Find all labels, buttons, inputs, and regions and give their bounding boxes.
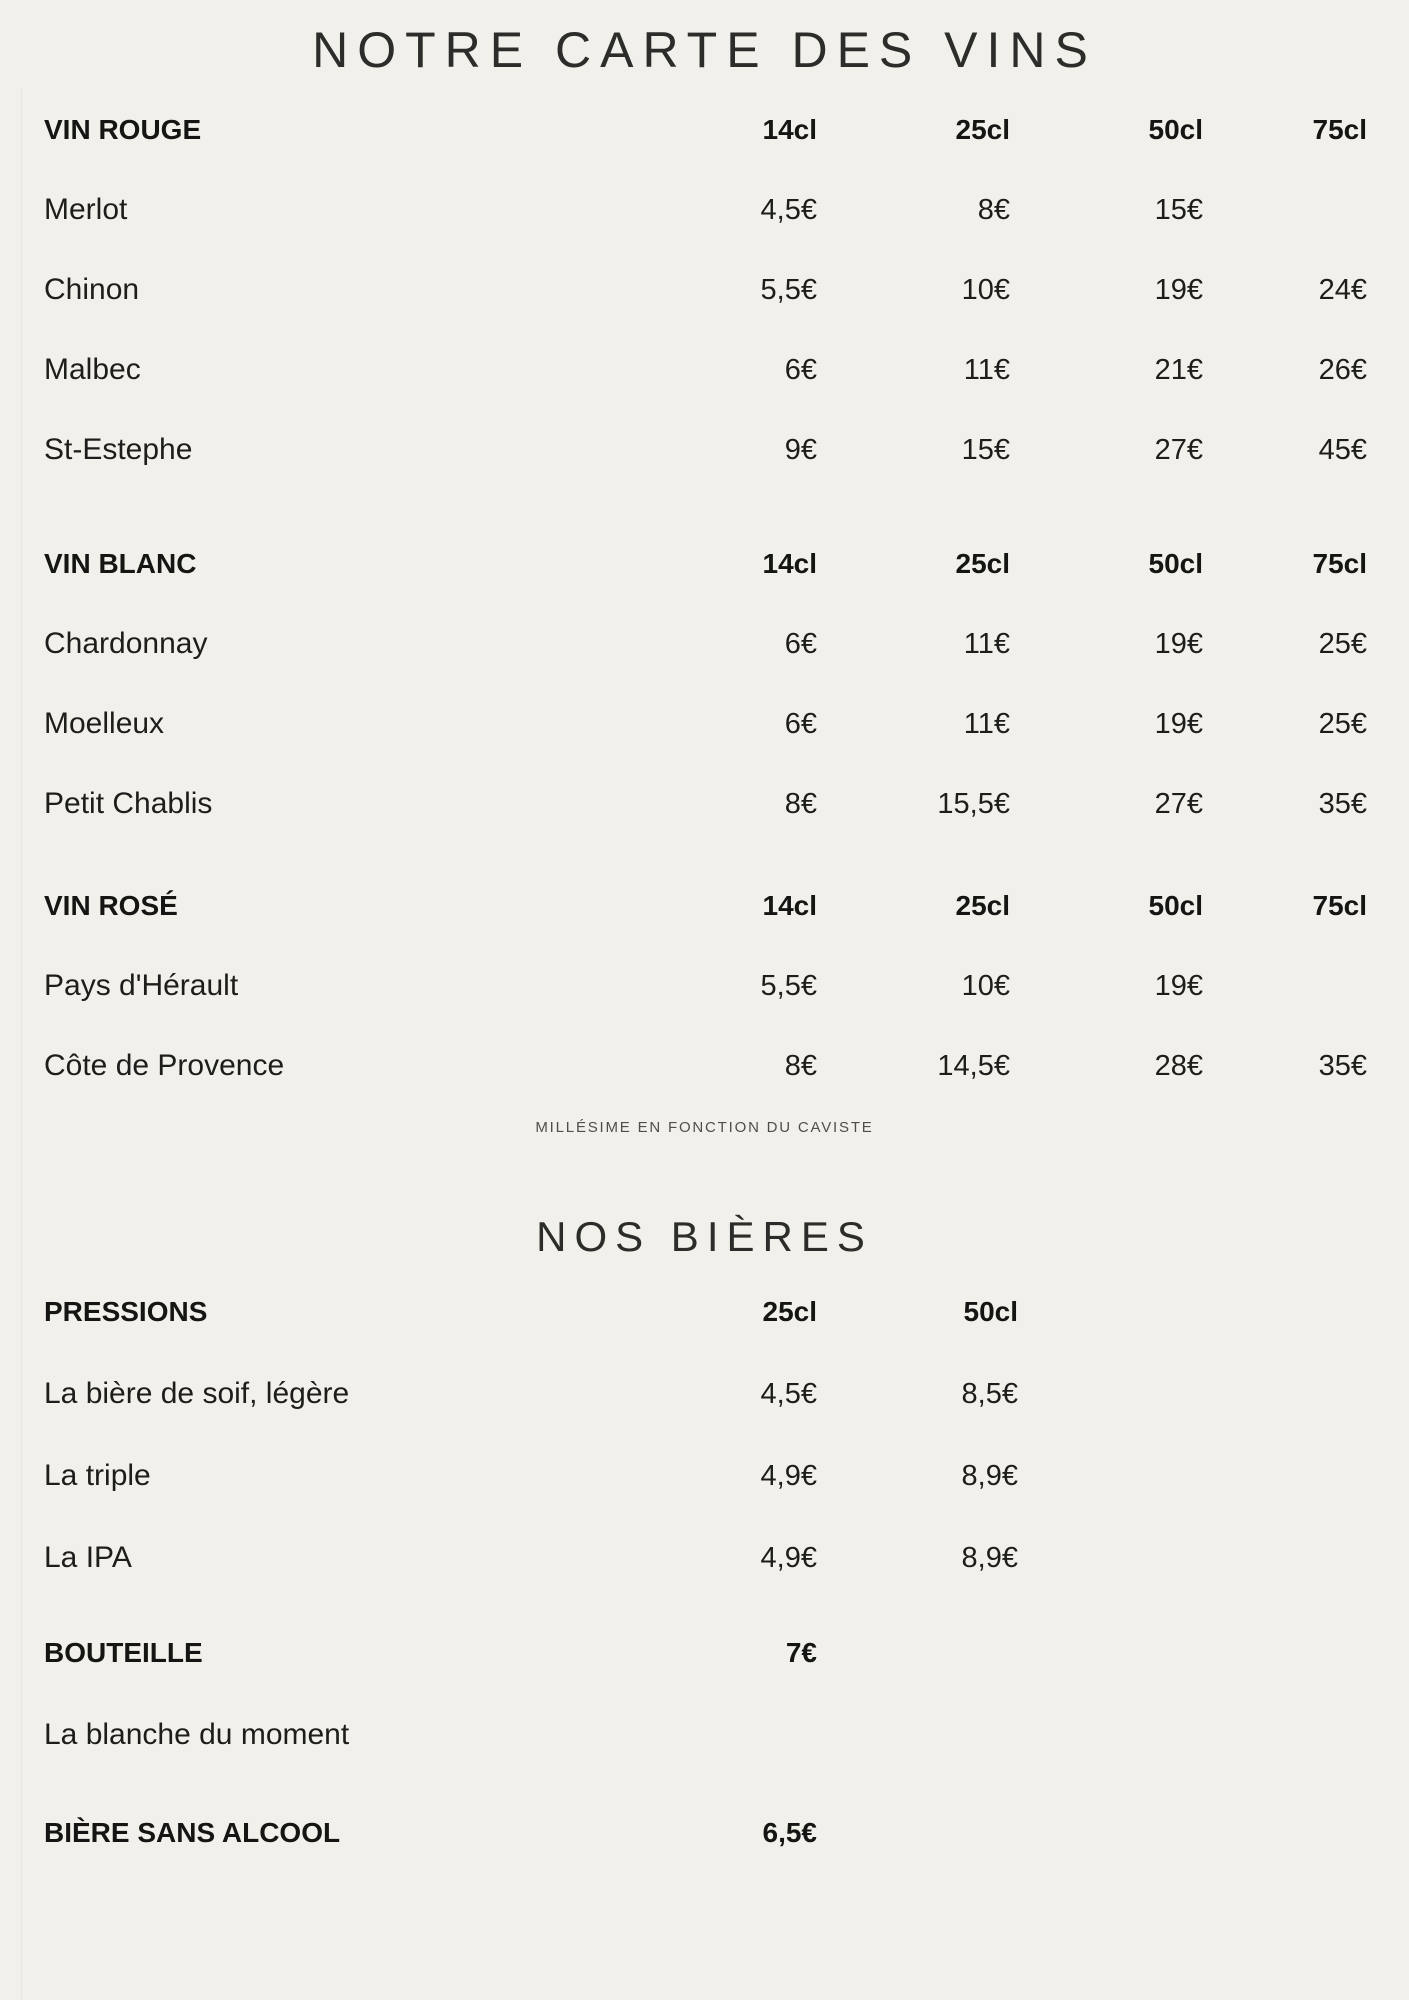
item-price: 6€ — [784, 353, 817, 386]
wine-item-row — [0, 764, 1409, 844]
wine-item-row — [0, 330, 1409, 410]
item-price: 26€ — [1318, 353, 1367, 386]
item-price: 6€ — [784, 707, 817, 740]
item-price: 9€ — [784, 433, 817, 466]
wine-price-table — [0, 90, 1409, 1106]
beer-section — [0, 1792, 1409, 1874]
column-header: 25cl — [955, 548, 1010, 579]
column-header: 75cl — [1312, 890, 1367, 921]
item-price: 19€ — [1154, 707, 1203, 740]
beer-item-row — [0, 1517, 1409, 1599]
beer-section-name: PRESSIONS — [44, 1296, 208, 1327]
beer-section-header-row — [0, 1271, 1409, 1353]
item-price: 8,9€ — [961, 1541, 1018, 1574]
item-price: 4,5€ — [760, 193, 817, 226]
item-price: 28€ — [1154, 1049, 1203, 1082]
item-price: 27€ — [1154, 433, 1203, 466]
column-header: 25cl — [955, 114, 1010, 145]
beer-section-name: BIÈRE SANS ALCOOL — [44, 1817, 341, 1848]
section-price: 7€ — [785, 1637, 817, 1668]
item-price: 24€ — [1318, 273, 1367, 306]
item-label: Chinon — [44, 273, 140, 306]
beer-price-table — [0, 1271, 1409, 1874]
column-header: 14cl — [762, 548, 817, 579]
item-label: Moelleux — [44, 707, 165, 740]
item-label: La blanche du moment — [44, 1718, 350, 1751]
item-label: Petit Chablis — [44, 787, 213, 820]
wine-item-row — [0, 1026, 1409, 1106]
column-header: 25cl — [762, 1296, 817, 1327]
item-price: 14,5€ — [937, 1049, 1010, 1082]
wine-section-name: VIN BLANC — [44, 548, 197, 579]
wine-section — [0, 524, 1409, 844]
item-price: 15€ — [961, 433, 1010, 466]
item-price: 8,5€ — [961, 1377, 1018, 1410]
wine-menu-title: NOTRE CARTE DES VINS — [312, 22, 1097, 78]
item-price: 35€ — [1318, 787, 1367, 820]
item-price: 35€ — [1318, 1049, 1367, 1082]
item-price: 11€ — [963, 353, 1010, 386]
wine-item-row — [0, 684, 1409, 764]
wine-item-row — [0, 604, 1409, 684]
item-price: 8€ — [784, 1049, 817, 1082]
beer-item-row — [0, 1435, 1409, 1517]
wine-section-header-row — [0, 866, 1409, 946]
item-label: La IPA — [44, 1541, 132, 1574]
item-price: 4,5€ — [760, 1377, 817, 1410]
item-price: 4,9€ — [760, 1459, 817, 1492]
item-price: 19€ — [1154, 273, 1203, 306]
column-header: 50cl — [963, 1296, 1018, 1327]
item-price: 8,9€ — [961, 1459, 1018, 1492]
item-label: Côte de Provence — [44, 1049, 285, 1082]
wine-section — [0, 866, 1409, 1106]
beer-item-row — [0, 1694, 1409, 1776]
beer-menu-title: NOS BIÈRES — [536, 1213, 873, 1260]
beer-section — [0, 1271, 1409, 1599]
item-price: 8€ — [784, 787, 817, 820]
item-price: 25€ — [1318, 627, 1367, 660]
item-label: Merlot — [44, 193, 128, 226]
beer-section-name: BOUTEILLE — [44, 1637, 203, 1668]
column-header: 25cl — [955, 890, 1010, 921]
item-price: 5,5€ — [760, 273, 817, 306]
item-label: St-Estephe — [44, 433, 193, 466]
item-price: 10€ — [961, 273, 1010, 306]
item-label: La bière de soif, légère — [44, 1377, 350, 1410]
item-price: 19€ — [1154, 627, 1203, 660]
section-price: 6,5€ — [762, 1817, 817, 1848]
wine-item-row — [0, 250, 1409, 330]
column-header: 14cl — [762, 890, 817, 921]
wine-item-row — [0, 170, 1409, 250]
wine-item-row — [0, 946, 1409, 1026]
item-price: 27€ — [1154, 787, 1203, 820]
item-price: 15,5€ — [937, 787, 1010, 820]
beer-section-header-row — [0, 1612, 1409, 1694]
item-label: Chardonnay — [44, 627, 208, 660]
column-header: 50cl — [1148, 890, 1203, 921]
beer-section-header-row — [0, 1792, 1409, 1874]
wine-section-name: VIN ROSÉ — [44, 890, 178, 921]
item-label: La triple — [44, 1459, 151, 1492]
column-header: 75cl — [1312, 548, 1367, 579]
item-price: 21€ — [1154, 353, 1203, 386]
wine-section — [0, 90, 1409, 490]
wine-section-header-row — [0, 90, 1409, 170]
beer-item-row — [0, 1353, 1409, 1435]
item-price: 11€ — [963, 627, 1010, 660]
item-price: 10€ — [961, 969, 1010, 1002]
beer-section — [0, 1612, 1409, 1776]
item-price: 8€ — [977, 193, 1010, 226]
column-header: 50cl — [1148, 114, 1203, 145]
item-price: 11€ — [963, 707, 1010, 740]
column-header: 14cl — [762, 114, 817, 145]
wine-section-header-row — [0, 524, 1409, 604]
item-label: Pays d'Hérault — [44, 969, 239, 1002]
item-price: 25€ — [1318, 707, 1367, 740]
wine-section-name: VIN ROUGE — [44, 114, 202, 145]
item-price: 6€ — [784, 627, 817, 660]
item-price: 19€ — [1154, 969, 1203, 1002]
wine-vintage-note: MILLÉSIME EN FONCTION DU CAVISTE — [535, 1119, 874, 1136]
item-label: Malbec — [44, 353, 141, 386]
item-price: 4,9€ — [760, 1541, 817, 1574]
page-edge-line — [21, 88, 22, 2000]
item-price: 5,5€ — [760, 969, 817, 1002]
item-price: 15€ — [1154, 193, 1203, 226]
column-header: 75cl — [1312, 114, 1367, 145]
item-price: 45€ — [1318, 433, 1367, 466]
wine-item-row — [0, 410, 1409, 490]
column-header: 50cl — [1148, 548, 1203, 579]
